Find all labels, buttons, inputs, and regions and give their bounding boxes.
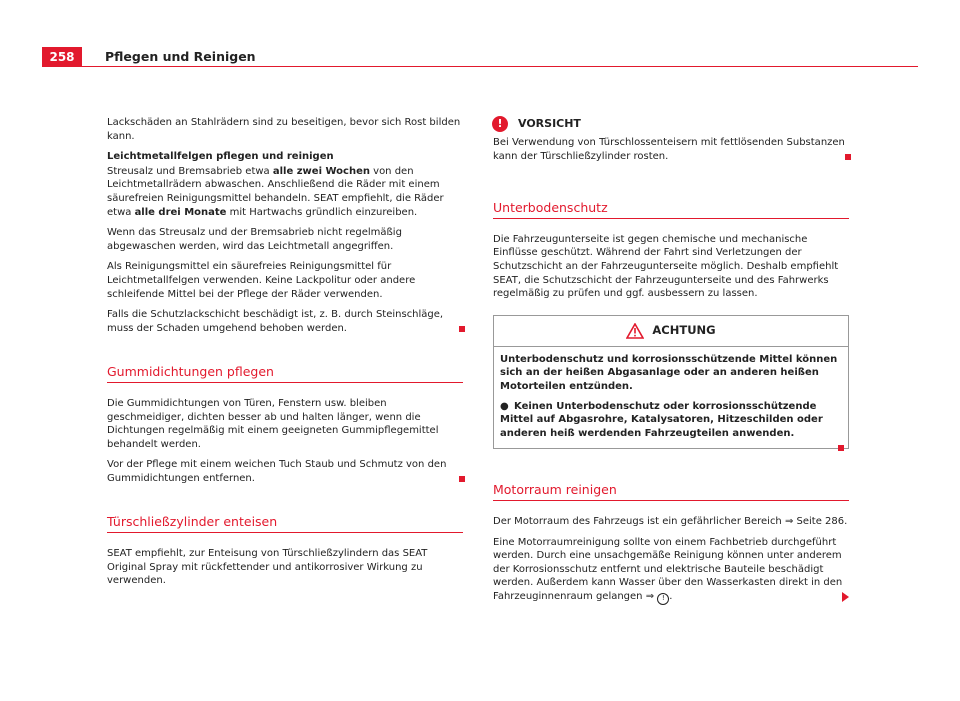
warning-text: Unterbodenschutz und korrosionsschützende Mittel können sich an der heißen Abgasanlage oder an anderen heißen Motorteilen entzünden. xyxy=(500,353,838,392)
paragraph-alloy: Streusalz und Bremsabrieb etwa alle zwei Wochen von den Leichtmetallrädern abwaschen. Anschließend die Räder mit einem säurefreien Reinigungsmittel behandeln. SEAT empfiehlt, die Räder etwa alle drei Monate mit Hartwachs gründlich einzureiben. xyxy=(107,165,444,218)
bullet-icon: ● xyxy=(500,400,509,412)
end-marker-icon xyxy=(838,445,844,451)
page-number: 258 xyxy=(42,47,82,67)
section-heading-motor: Motorraum reinigen xyxy=(493,483,849,501)
header-rule xyxy=(42,66,918,67)
paragraph-motor-2: Eine Motorraumreinigung sollte von einem Fachbetrieb durchgeführt werden. Durch eine unsachgemäße Reinigung können unter anderem der Korrosionsschutz entfernt und elektrische Bauteile beschädigt werden. Außerdem kann Wasser über den Wasserkasten direkt in den Fahrzeuginnenraum gelangen ⇒ ! . xyxy=(493,536,849,605)
paragraph: SEAT empfiehlt, zur Enteisung von Türschließzylindern das SEAT Original Spray mit rückfettender und antikorrosiver Wirkung zu verwenden. xyxy=(107,548,428,587)
warning-title: ACHTUNG xyxy=(652,322,716,337)
section-heading-unterboden: Unterbodenschutz xyxy=(493,201,849,219)
continue-arrow-icon xyxy=(842,592,849,602)
end-marker-icon xyxy=(459,326,465,332)
caution-title: VORSICHT xyxy=(518,117,581,131)
caution-text: Bei Verwendung von Türschlossenteisern mit fettlösenden Substanzen kann der Türschließzylinder rosten. xyxy=(493,136,849,163)
warning-bullet-item: ● Keinen Unterbodenschutz oder korrosionsschützende Mittel auf Abgasrohre, Katalysatoren, Hitzeschilden oder anderen heiß werdenden Fahrzeugteilen anwenden. xyxy=(500,400,842,441)
paragraph: Die Fahrzeugunterseite ist gegen chemische und mechanische Einflüsse geschützt. Während der Fahrt sind Verletzungen der Schutzschicht an der Fahrzeugunterseite möglich. Deshalb empfiehlt SEAT, die Schutzschicht der Fahrzeugunterseite und des Fahrwerks regelmäßig zu prüfen und ggf. ausbessern zu lassen. xyxy=(493,233,839,300)
paragraph-end: Falls die Schutzlackschicht beschädigt ist, z. B. durch Steinschläge, muss der Schaden umgehend behoben werden. xyxy=(107,308,463,335)
left-column xyxy=(107,116,463,595)
warning-box xyxy=(493,315,849,450)
paragraph: Wenn das Streusalz und der Bremsabrieb nicht regelmäßig abgewaschen werden, wird das Leichtmetall angegriffen. xyxy=(107,227,402,252)
paragraph-motor-1: Der Motorraum des Fahrzeugs ist ein gefährlicher Bereich ⇒ Seite 286. xyxy=(493,515,848,527)
paragraph-end: Vor der Pflege mit einem weichen Tuch Staub und Schmutz von den Gummidichtungen entfernen. xyxy=(107,458,463,485)
sub-heading-alloy: Leichtmetallfelgen pflegen und reinigen xyxy=(107,151,334,163)
caution-icon: ! xyxy=(492,116,508,132)
caution-ref-icon[interactable]: ! xyxy=(657,593,669,605)
caution-box xyxy=(493,116,849,163)
end-marker-icon xyxy=(459,476,465,482)
section-heading-gummi: Gummidichtungen pflegen xyxy=(107,365,463,383)
section-heading-schloss: Türschließzylinder enteisen xyxy=(107,515,463,533)
warning-triangle-icon xyxy=(626,323,644,339)
paragraph: Die Gummidichtungen von Türen, Fenstern usw. bleiben geschmeidiger, dichten besser ab und halten länger, wenn die Dichtungen regelmäßig mit einem geeigneten Gummipflegemittel behandelt werden. xyxy=(107,397,439,450)
page-title: Pflegen und Reinigen xyxy=(105,49,256,64)
end-marker-icon xyxy=(845,154,851,160)
paragraph: Als Reinigungsmittel ein säurefreies Reinigungsmittel für Leichtmetallfelgen verwenden. Keine Lackpolitur oder andere schleifende Mittel bei der Pflege der Räder verwenden. xyxy=(107,261,416,300)
right-column xyxy=(493,116,849,612)
paragraph: Lackschäden an Stahlrädern sind zu beseitigen, bevor sich Rost bilden kann. xyxy=(107,117,461,142)
